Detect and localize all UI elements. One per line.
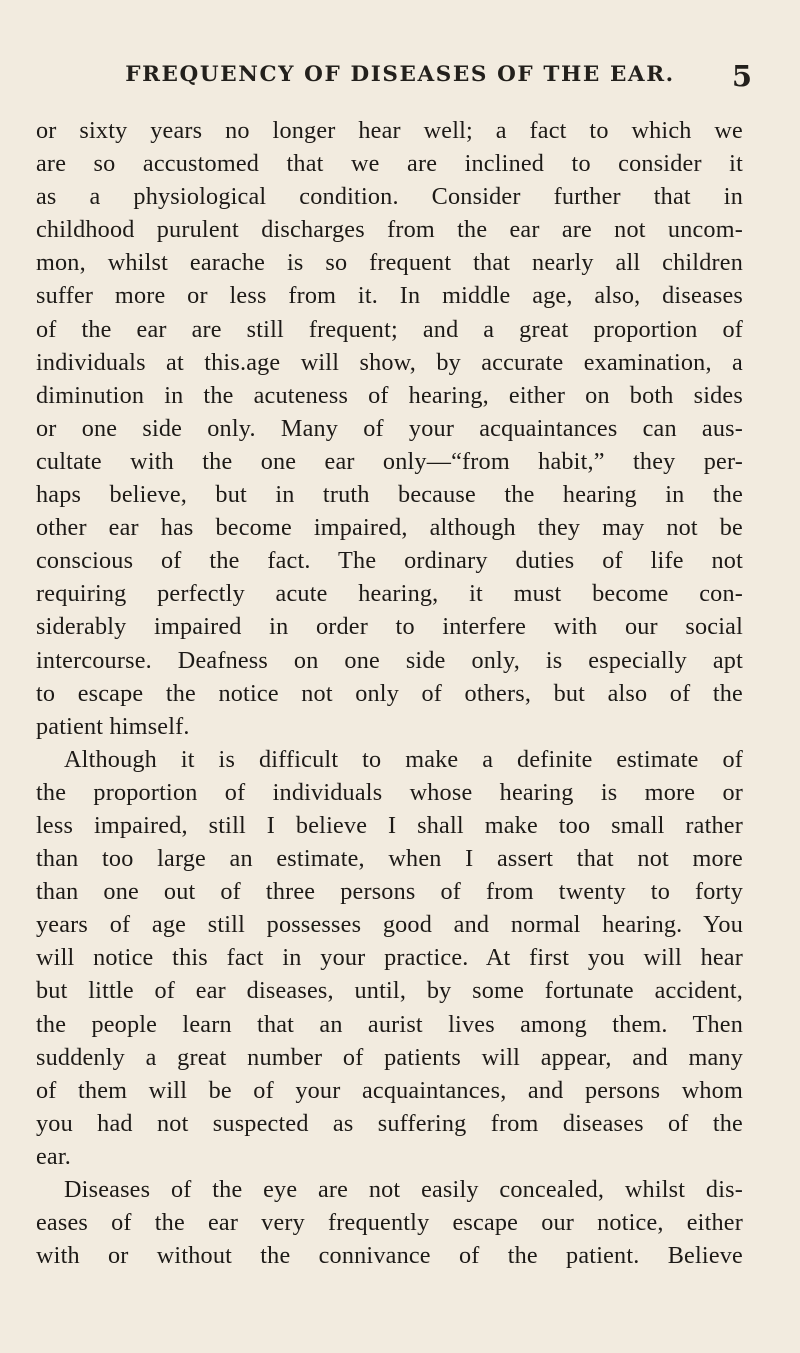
text-line: suddenly a great number of patients will appear, and many: [36, 1043, 743, 1071]
text-line: intercourse. Deafness on one side only, is especially apt: [36, 646, 743, 674]
text-line: years of age still possesses good and normal hearing. You: [36, 911, 743, 939]
text-line: than too large an estimate, when I assert that not more: [36, 845, 743, 873]
text-line: individuals at this.age will show, by accurate examination, a: [36, 348, 743, 376]
text-line: other ear has become impaired, although they may not be: [36, 514, 743, 542]
text-line: will notice this fact in your practice. At first you will hear: [36, 944, 743, 972]
text-line: to escape the notice not only of others, but also of the: [36, 679, 743, 707]
text-line: eases of the ear very frequently escape our notice, either: [36, 1209, 743, 1237]
text-line: conscious of the fact. The ordinary duties of life not: [36, 547, 743, 575]
text-line: the proportion of individuals whose hearing is more or: [36, 778, 743, 806]
text-line: mon, whilst earache is so frequent that nearly all children: [36, 249, 743, 277]
text-line: patient himself.: [36, 712, 190, 740]
text-line: or sixty years no longer hear well; a fact to which we: [36, 117, 743, 144]
text-line: Diseases of the eye are not easily concealed, whilst dis-: [64, 1176, 743, 1203]
text-line: cultate with the one ear only—“from habit,” they per-: [36, 447, 743, 475]
text-line: as a physiological condition. Consider further that in: [36, 183, 743, 211]
text-line: than one out of three persons of from twenty to forty: [36, 878, 743, 906]
text-line: less impaired, still I believe I shall make too small rather: [36, 811, 743, 839]
text-line: but little of ear diseases, until, by some fortunate accident,: [36, 977, 743, 1005]
page-header: [0, 58, 800, 98]
text-line: are so accustomed that we are inclined to consider it: [36, 150, 743, 178]
text-line: you had not suspected as suffering from diseases of the: [36, 1109, 743, 1137]
running-title: FREQUENCY OF DISEASES OF THE EAR.: [125, 62, 675, 87]
text-line: Although it is difficult to make a definite estimate of: [64, 745, 743, 773]
page-number: 5: [731, 59, 752, 93]
text-line: diminution in the acuteness of hearing, either on both sides: [36, 381, 743, 409]
text-line: of them will be of your acquaintances, and persons whom: [36, 1076, 743, 1104]
text-line: requiring perfectly acute hearing, it must become con-: [36, 580, 743, 608]
body-text: [36, 114, 743, 1294]
text-line: or one side only. Many of your acquaintances can aus-: [36, 414, 743, 442]
text-line: suffer more or less from it. In middle age, also, diseases: [36, 282, 743, 310]
text-line: the people learn that an aurist lives among them. Then: [36, 1010, 743, 1038]
text-line: with or without the connivance of the patient. Believe: [36, 1242, 743, 1270]
text-line: childhood purulent discharges from the ear are not uncom-: [36, 216, 743, 244]
text-line: ear.: [36, 1142, 72, 1170]
text-line: of the ear are still frequent; and a great proportion of: [36, 315, 743, 343]
text-line: haps believe, but in truth because the hearing in the: [36, 481, 743, 509]
text-line: siderably impaired in order to interfere with our social: [36, 613, 743, 641]
